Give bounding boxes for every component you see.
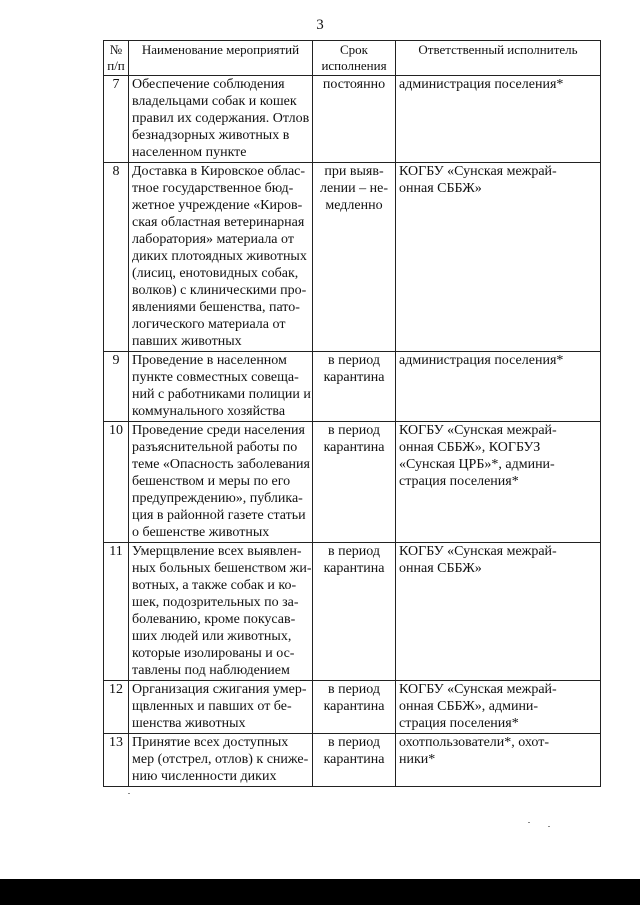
measure-responsible [396,734,601,787]
measure-name-line: Проведение среди населения [132,423,305,438]
measure-term-line: в период [327,423,381,438]
measure-responsible-line: онная СББЖ» [399,561,482,576]
measure-name-line: Доставка в Кировское облас- [132,164,306,179]
measure-term-line: карантина [323,561,385,576]
measure-name-line: Принятие всех доступных [132,735,289,750]
measure-name-line: ших людей или животных, [132,629,292,644]
measure-name-line: Умерщвление всех выявлен- [132,544,302,559]
row-number: 10 [104,422,129,543]
measure-name-line: лаборатория» материала от [132,232,294,247]
header-name: Наименование мероприятий [129,41,313,76]
measure-name-line: болеванию, кроме покусав- [132,612,296,627]
measure-name-line: пункте совместных совеща- [132,370,299,385]
measure-responsible-line: онная СББЖ», КОГБУЗ [399,440,541,455]
measure-name-line: населенном пункте [132,145,247,160]
measure-name-line: ция в районной газете статьи [132,508,306,523]
row-number: 13 [104,734,129,787]
table-row [104,543,601,681]
measure-responsible-line: администрация поселения* [399,353,564,368]
measure-name-line: владельцами собак и кошек [132,94,297,109]
measure-name-line: диких плотоядных животных [132,249,307,264]
measure-name-line: логического материала от [132,317,286,332]
measure-responsible-line: онная СББЖ» [399,181,482,196]
measure-name-line: жетное учреждение «Киров- [132,198,303,213]
measure-responsible-line: КОГБУ «Сунская межрай- [399,682,557,697]
measures-table [103,40,601,787]
measure-term [313,352,396,422]
measure-name-line: коммунального хозяйства [132,404,286,419]
header-number: № п/п [104,41,129,76]
measure-term-line: в период [327,735,381,750]
measure-name-line: которые изолированы и ос- [132,646,295,661]
measure-name-line: правил их содержания. Отлов [132,111,310,126]
measure-name-line: нию численности диких [132,769,277,784]
measure-name-line: ний с работниками полиции и [132,387,311,402]
measure-responsible [396,543,601,681]
measure-term-line: лении – не- [319,181,389,196]
measure-name-line: шенства животных [132,716,246,731]
measure-responsible-line: «Сунская ЦРБ»*, админи- [399,457,555,472]
measure-name [129,352,313,422]
row-number: 8 [104,163,129,352]
measure-responsible [396,352,601,422]
measure-name [129,681,313,734]
measure-term-line: карантина [323,699,385,714]
measure-name [129,76,313,163]
measure-responsible-line: страция поселения* [399,716,519,731]
measure-term [313,543,396,681]
row-number: 11 [104,543,129,681]
page-number: 3 [316,17,324,33]
measure-term-line: в период [327,353,381,368]
measure-name-line: теме «Опасность заболевания [132,457,310,472]
table-row [104,734,601,787]
header-responsible: Ответственный исполнитель [396,41,601,76]
table-row [104,681,601,734]
measure-responsible [396,681,601,734]
table-header-row [104,41,601,76]
measure-term-line: в период [327,682,381,697]
measure-term-line: при выяв- [324,164,384,179]
measure-name-line: ская областная ветеринарная [132,215,305,230]
measure-responsible-line: ники* [399,752,436,767]
measure-name-line: разъяснительной работы по [132,440,298,455]
scan-speck [528,822,530,823]
measure-name-line: (лисиц, енотовидных собак, [132,266,299,281]
measure-term-line: карантина [323,440,385,455]
measure-name-line: тавлены под наблюдением [132,663,290,678]
measure-term-line: карантина [323,370,385,385]
measure-term [313,422,396,543]
measure-name-line: о бешенстве животных [132,525,270,540]
table-body [104,76,601,787]
measure-name-line: Обеспечение соблюдения [132,77,285,92]
measure-name-line: предупреждению», публика- [132,491,303,506]
scan-speck [548,826,550,827]
measure-name [129,734,313,787]
measure-responsible [396,76,601,163]
measure-name [129,163,313,352]
measure-term [313,76,396,163]
measure-name-line: шек, подозрительных по за- [132,595,299,610]
measure-responsible-line: администрация поселения* [399,77,564,92]
measure-responsible-line: охотпользователи*, охот- [399,735,549,750]
measure-term [313,681,396,734]
measure-name-line: павших животных [132,334,242,349]
measure-responsible [396,163,601,352]
measure-responsible-line: КОГБУ «Сунская межрай- [399,164,557,179]
measure-term [313,163,396,352]
measure-name-line: щвленных и павших от бе- [132,699,292,714]
measure-name-line: безнадзорных животных в [132,128,290,143]
header-term: Срок исполнения [313,41,396,76]
row-number: 9 [104,352,129,422]
row-number: 7 [104,76,129,163]
measure-name [129,422,313,543]
measure-name-line: волков) с клиническими про- [132,283,307,298]
measure-name-line: Проведение в населенном [132,353,287,368]
table-row [104,422,601,543]
measure-responsible-line: КОГБУ «Сунская межрай- [399,423,557,438]
row-number: 12 [104,681,129,734]
table-row [104,352,601,422]
measure-name-line: вотных, а также собак и ко- [132,578,297,593]
measure-name-line: мер (отстрел, отлов) к сниже- [132,752,309,767]
measure-name-line: тное государственное бюд- [132,181,294,196]
measure-responsible-line: онная СББЖ», админи- [399,699,539,714]
table-row [104,76,601,163]
measure-responsible [396,422,601,543]
measure-term-line: карантина [323,752,385,767]
measure-name [129,543,313,681]
measure-term-line: медленно [325,198,383,213]
measure-responsible-line: страция поселения* [399,474,519,489]
measure-name-line: явлениями бешенства, пато- [132,300,300,315]
measure-term [313,734,396,787]
measure-name-line: Организация сжигания умер- [132,682,307,697]
measure-name-line: ных больных бешенством жи- [132,561,312,576]
table-row [104,163,601,352]
scan-edge-bar [0,879,640,905]
measure-term-line: постоянно [322,77,386,92]
measure-term-line: в период [327,544,381,559]
scan-speck [128,793,130,794]
measure-name-line: бешенством и меры по его [132,474,291,489]
measure-responsible-line: КОГБУ «Сунская межрай- [399,544,557,559]
